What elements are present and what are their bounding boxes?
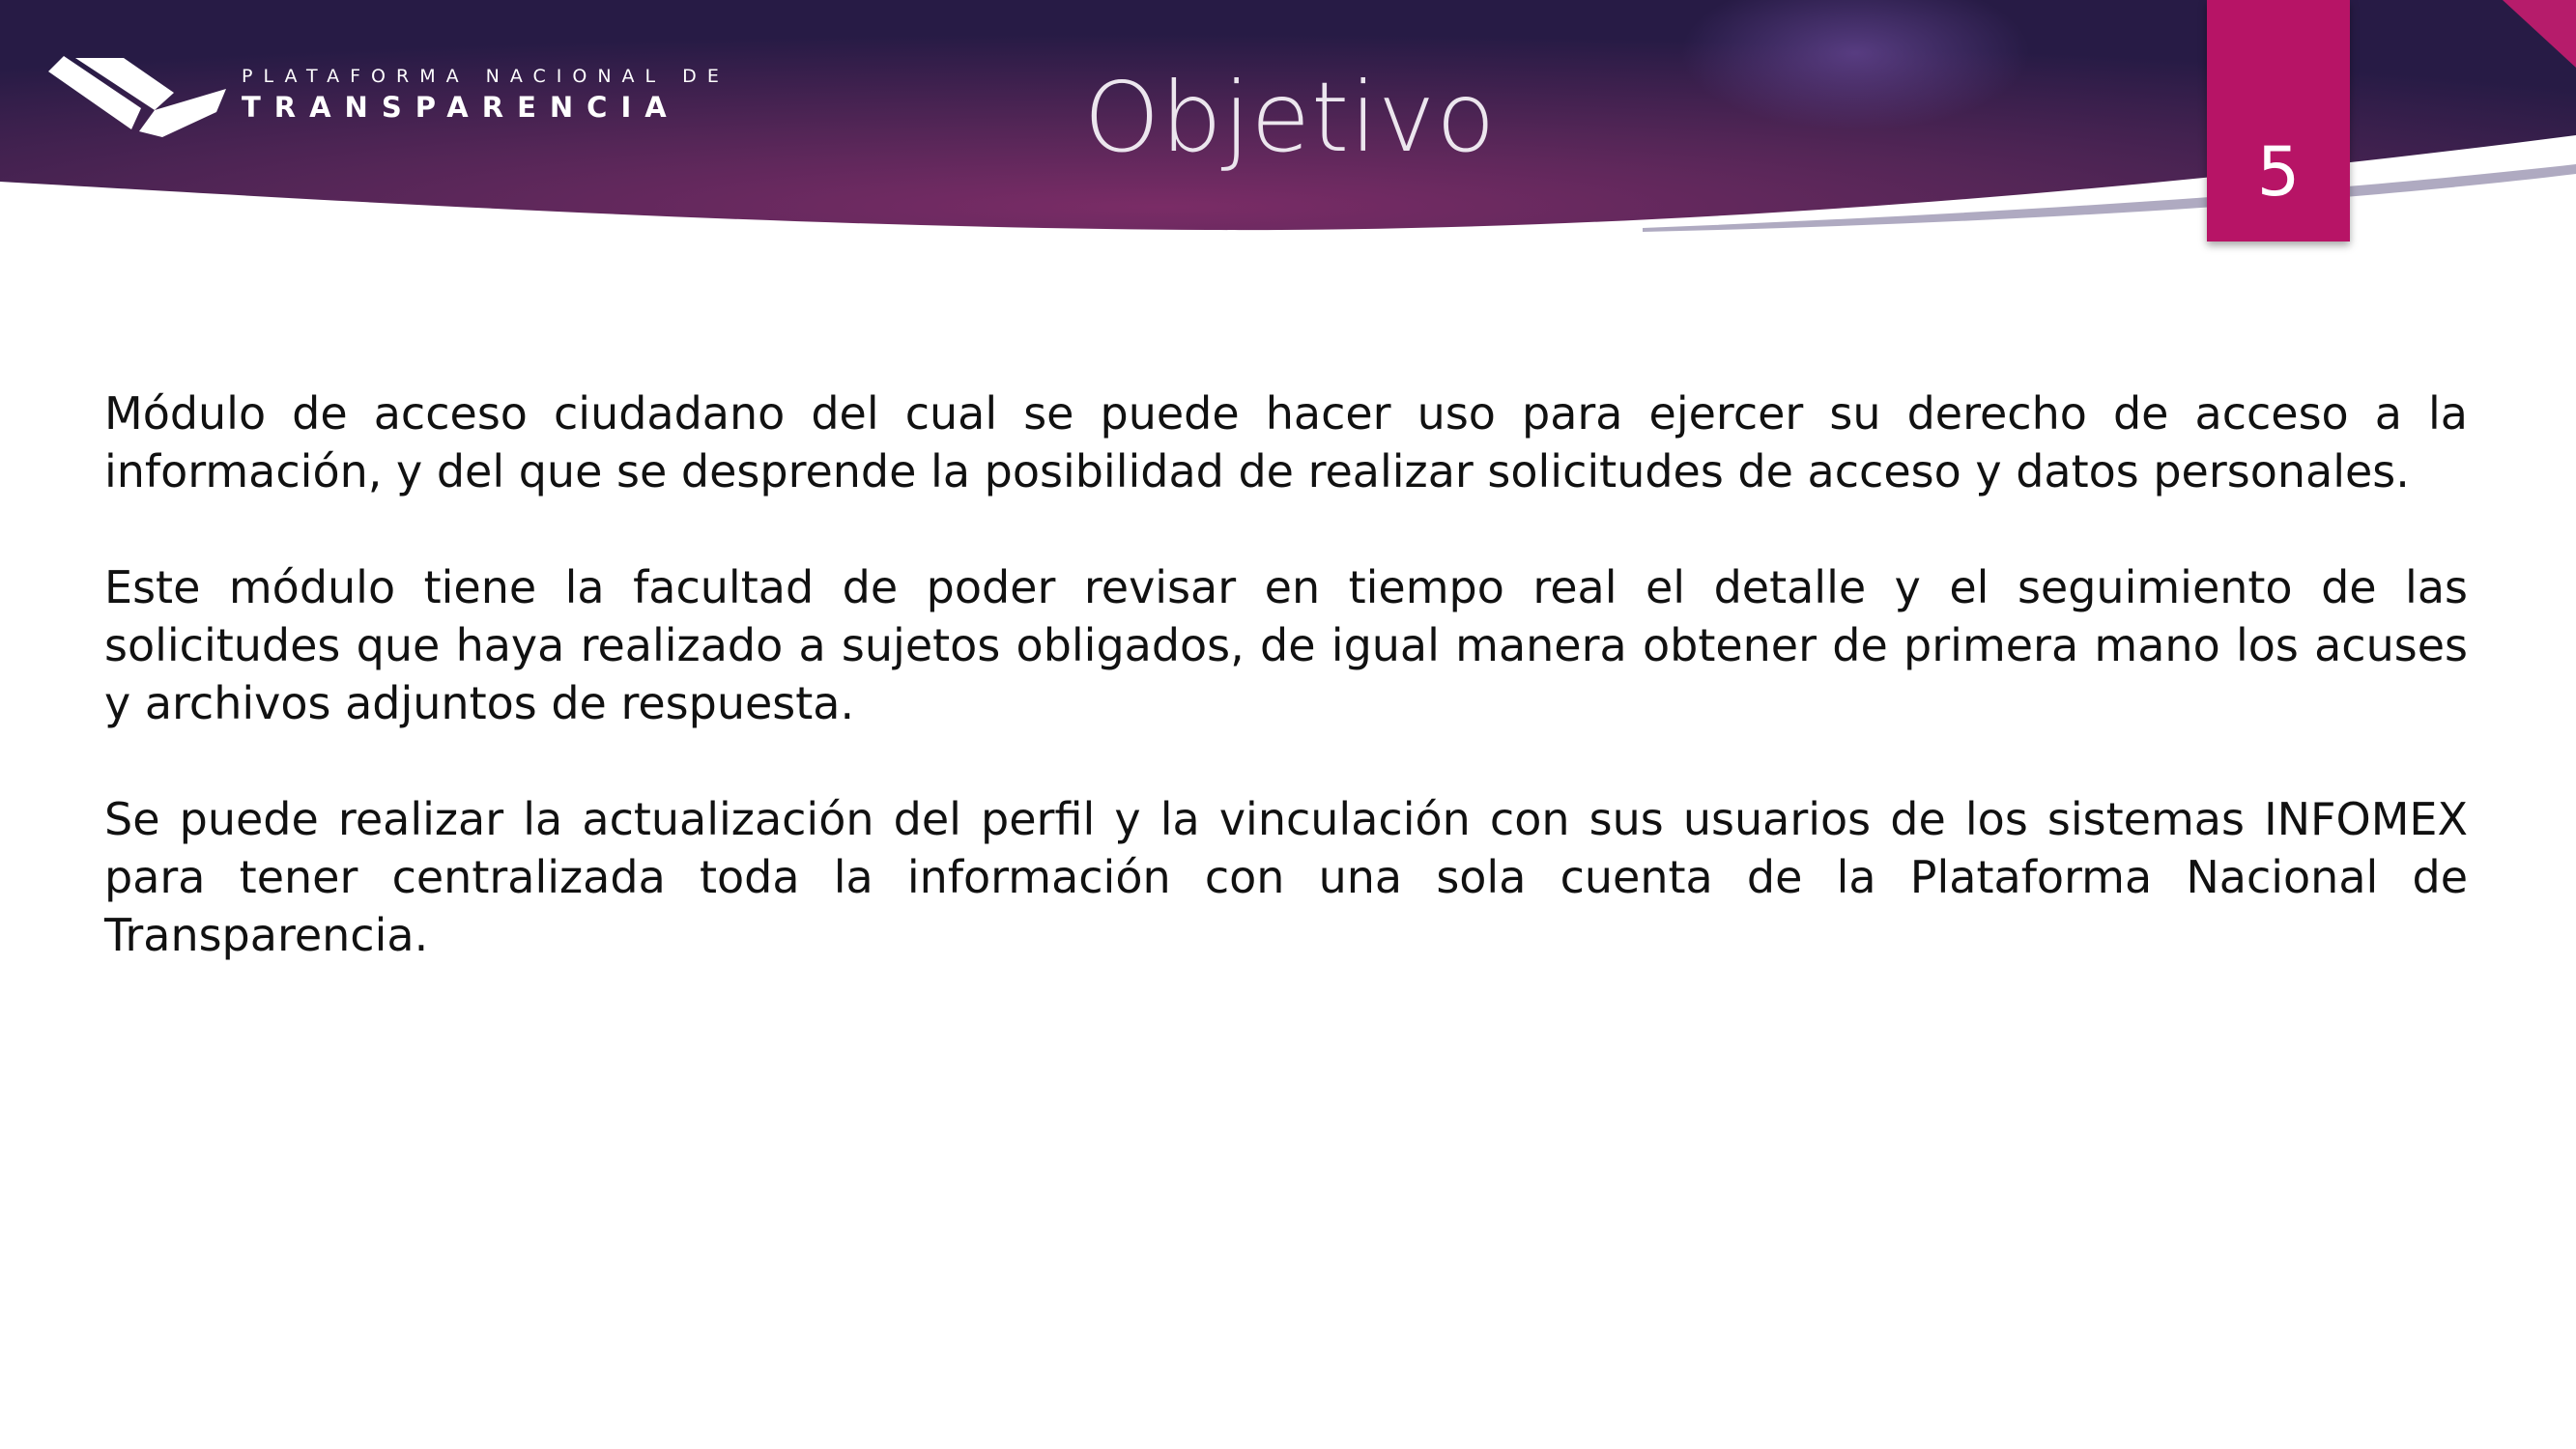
paragraph: Este módulo tiene la facultad de poder revisar en tiempo real el detalle y el seguimiento de las solicitudes que haya realizado a sujetos obligados, de igual manera obtener de primera mano los acuses y archivos adjuntos de respuesta.	[104, 561, 2468, 729]
page-number: 5	[2256, 132, 2301, 212]
slide-title: Objetivo	[1083, 61, 1497, 174]
paragraph: Se puede realizar la actualización del perfil y la vinculación con sus usuarios de los sistemas INFOMEX para tener centralizada toda la información con una sola cuenta de la Plataforma Nacional de Transparencia.	[104, 793, 2468, 961]
brand-line1: PLATAFORMA NACIONAL DE	[242, 66, 730, 87]
body-text	[104, 384, 2468, 1022]
page-number-badge	[2207, 0, 2350, 242]
paragraph: Módulo de acceso ciudadano del cual se puede hacer uso para ejercer su derecho de acceso a la información, y del que se desprende la posibilidad de realizar solicitudes de acceso y datos personales.	[104, 387, 2468, 497]
brand-line2: TRANSPARENCIA	[242, 91, 680, 124]
transparencia-logo-icon	[46, 50, 230, 143]
